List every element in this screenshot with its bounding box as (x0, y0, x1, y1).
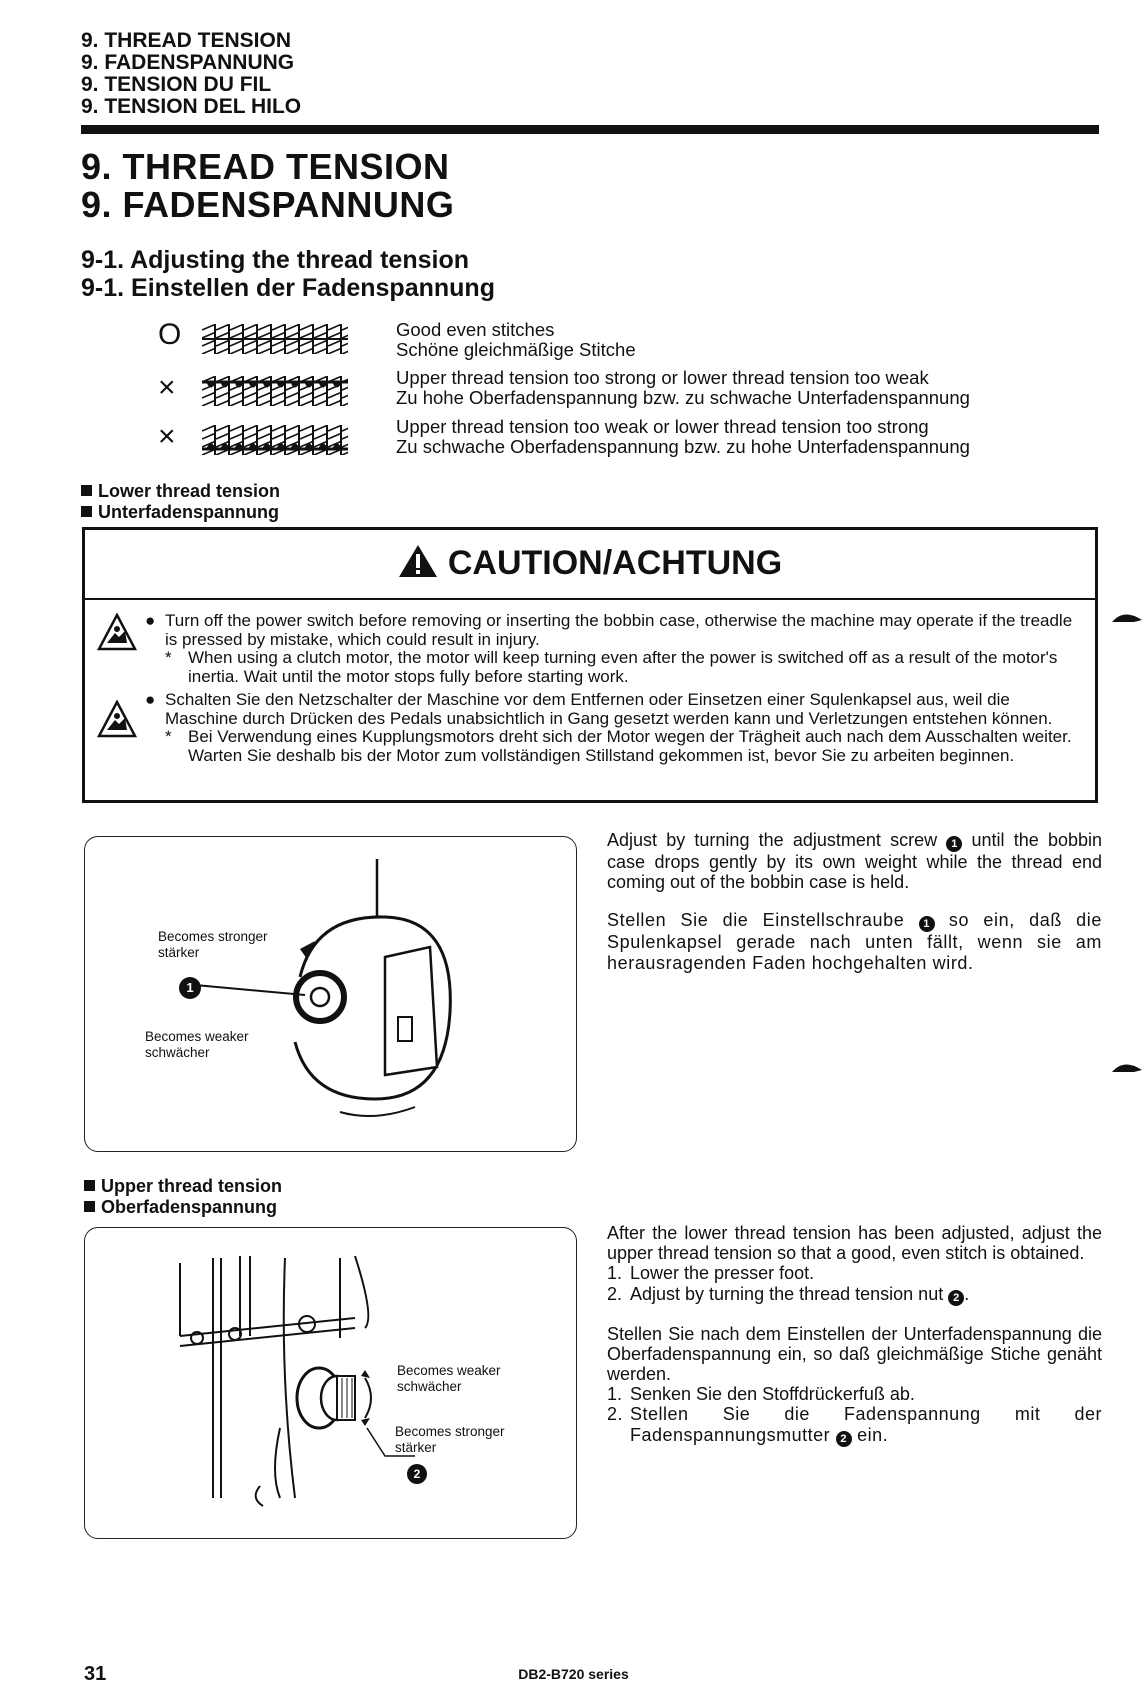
tension-nut-callout: 2 (407, 1464, 427, 1484)
weaker-label-en: Becomes weaker (145, 1029, 249, 1044)
running-header (81, 30, 301, 118)
tight-upper-en: Upper thread tension too strong or lower thread tension too weak (396, 367, 929, 388)
header-line-en: 9. THREAD TENSION (81, 29, 292, 52)
header-line-de: 9. FADENSPANNUNG (81, 51, 295, 74)
margin-tab-mark (1110, 608, 1144, 624)
loose-upper-stitch-illustration (202, 425, 348, 455)
upper-weaker-en: Becomes weaker (397, 1363, 501, 1378)
lower-de-part-b: so ein, daß die Spulenkapsel gerade nach unten fällt, wenn sie am herausragenden Faden hochgehalten wird. (607, 910, 1102, 973)
margin-tab-mark (1110, 1058, 1144, 1074)
lower-en-part-b: until the bobbin case drops gently by its own weight while the thread end coming out of the bobbin case is held. (607, 830, 1102, 893)
upper-en-step-1 (607, 1263, 1102, 1283)
section-title-de: 9-1. Einstellen der Fadenspannung (81, 274, 495, 302)
hand-injury-warning-icon (97, 700, 137, 740)
lower-instructions-en (607, 830, 1102, 892)
bobbin-case-figure (84, 836, 577, 1152)
nut-number-icon: 2 (836, 1431, 852, 1447)
lower-instructions (607, 830, 1102, 991)
caution-title-text: CAUTION/ACHTUNG (447, 544, 783, 582)
nut-number-icon: 2 (948, 1290, 964, 1306)
bad-stitch-symbol-1: × (158, 371, 176, 404)
step-number: 1. (607, 1263, 623, 1284)
step-text-end: ein. (857, 1424, 889, 1445)
upper-de-step-2 (607, 1404, 1102, 1446)
upper-de-steps (607, 1384, 1102, 1446)
adjustment-screw-callout: 1 (179, 977, 201, 999)
section-title (81, 246, 495, 302)
upper-instructions-en (607, 1223, 1102, 1306)
upper-stronger-de: stärker (395, 1439, 437, 1455)
upper-instructions (607, 1223, 1102, 1447)
bobbin-case-illustration (85, 837, 575, 1150)
header-line-es: 9. TENSION DEL HILO (81, 95, 302, 118)
loose-upper-en: Upper thread tension too weak or lower thread tension too strong (396, 416, 929, 437)
lower-heading-de: Unterfadenspannung (98, 501, 280, 522)
warning-triangle-icon (398, 544, 438, 578)
caution-en-note-text: When using a clutch motor, the motor will keep turning even after the power is switched off as a result of the motor's inertia. Wait until the motor stops fully before starting work. (188, 648, 1058, 686)
lower-de-part-a: Stellen Sie die Einstellschraube (607, 910, 905, 931)
bad-stitch-symbol-2: × (158, 420, 176, 453)
step-text: Lower the presser foot. (630, 1263, 815, 1284)
page-title-de: 9. FADENSPANNUNG (81, 184, 455, 225)
screw-number-icon: 1 (946, 836, 962, 852)
stronger-label-de: stärker (158, 944, 200, 960)
bullet-dot: ● (145, 611, 156, 630)
step-text: Senken Sie den Stoffdrückerfuß ab. (630, 1384, 915, 1405)
upper-stronger-label (395, 1424, 505, 1455)
caution-de-note-text: Bei Verwendung eines Kupplungsmotors dreht sich der Motor wegen der Trägheit auch nach dem Ausschalten weiter. Warten Sie deshalb bis der Motor zum vollständigen Stillstand gekommen ist, bevor Sie zu arbeiten beginnen. (188, 727, 1072, 765)
step-text: Stellen Sie die Fadenspannung mit der Fadenspannungsmutter (630, 1404, 1102, 1445)
step-number: 1. (607, 1384, 623, 1405)
bullet-square (81, 506, 92, 517)
upper-instructions-de (607, 1324, 1102, 1447)
section-title-en: 9-1. Adjusting the thread tension (81, 246, 469, 274)
weaker-label-de: schwächer (145, 1044, 210, 1060)
caution-title (85, 544, 1095, 582)
thread-tension-illustration (85, 1228, 575, 1537)
page-title (81, 148, 454, 224)
step-text: Adjust by turning the thread tension nut (630, 1283, 944, 1304)
caution-divider (85, 598, 1095, 600)
lower-en-part-a: Adjust by turning the adjustment screw (607, 830, 938, 850)
tight-upper-text (396, 368, 970, 408)
caution-de (145, 690, 1085, 765)
weaker-label (145, 1029, 249, 1060)
tension-nut-figure (84, 1227, 577, 1539)
upper-de-intro: Stellen Sie nach dem Einstellen der Unterfadenspannung die Oberfadenspannung ein, so daß gleichmäßige Stiche genäht werden. (607, 1323, 1102, 1385)
good-stitch-en: Good even stitches (396, 319, 555, 340)
loose-upper-de: Zu schwache Oberfadenspannung bzw. zu hohe Unterfadenspannung (396, 436, 970, 457)
upper-en-steps (607, 1263, 1102, 1305)
screw-number-icon: 1 (919, 916, 935, 932)
upper-heading-en: Upper thread tension (101, 1176, 283, 1196)
series-name: DB2-B720 series (518, 1666, 629, 1682)
stronger-label-en: Becomes stronger (158, 929, 268, 944)
page-title-en: 9. THREAD TENSION (81, 146, 450, 187)
tight-upper-stitch-illustration (202, 376, 348, 406)
caution-en-note: * When using a clutch motor, the motor will keep turning even after the power is switched off as a result of the motor's inertia. Wait until the motor stops fully before starting work. (165, 648, 1058, 686)
good-stitch-symbol: O (158, 318, 182, 351)
upper-stronger-en: Becomes stronger (395, 1424, 505, 1439)
upper-thread-heading (84, 1176, 282, 1217)
lower-heading-en: Lower thread tension (98, 481, 281, 501)
step-number: 2. (607, 1404, 624, 1425)
bullet-square (84, 1201, 95, 1212)
lower-thread-heading (81, 481, 280, 522)
header-line-fr: 9. TENSION DU FIL (81, 73, 272, 96)
upper-weaker-de: schwächer (397, 1378, 462, 1394)
caution-de-main: Schalten Sie den Netzschalter der Maschine vor dem Entfernen oder Einsetzen einer Squlenkapsel aus, weil die Maschine durch Drücken des Pedals unabsichtlich in Gang gesetzt werden kann und Verletzungen entstehen können. (165, 690, 1053, 728)
hand-injury-warning-icon (97, 613, 137, 653)
step-number: 2. (607, 1283, 623, 1304)
caution-de-note: * Bei Verwendung eines Kupplungsmotors dreht sich der Motor wegen der Trägheit auch nach dem Ausschalten weiter. Warten Sie deshalb bis der Motor zum vollständigen Stillstand gekommen ist, bevor Sie zu arbeiten beginnen. (165, 727, 1072, 765)
upper-en-step-2: 2. Adjust by turning the thread tension nut 2 . (607, 1283, 970, 1304)
page-number: 31 (84, 1663, 107, 1685)
caution-en (145, 611, 1085, 686)
bullet-square (81, 485, 92, 496)
lower-instructions-de (607, 910, 1102, 972)
loose-upper-text (396, 417, 970, 457)
caution-box (82, 527, 1098, 803)
upper-en-intro: After the lower thread tension has been adjusted, adjust the upper thread tension so that a good, even stitch is obtained. (607, 1223, 1102, 1264)
upper-heading-de: Oberfadenspannung (101, 1196, 278, 1217)
good-stitch-illustration (202, 324, 348, 354)
stronger-label (158, 929, 268, 960)
upper-de-step-1 (607, 1384, 1102, 1404)
header-rule (81, 125, 1099, 134)
bullet-dot: ● (145, 690, 156, 709)
good-stitch-text (396, 320, 636, 360)
bullet-square (84, 1180, 95, 1191)
tight-upper-de: Zu hohe Oberfadenspannung bzw. zu schwache Unterfadenspannung (396, 387, 970, 408)
good-stitch-de: Schöne gleichmäßige Stitche (396, 339, 636, 360)
caution-en-main: Turn off the power switch before removing or inserting the bobbin case, otherwise the machine may operate if the treadle is pressed by mistake, which could result in injury. (165, 611, 1073, 649)
upper-weaker-label (397, 1363, 501, 1394)
